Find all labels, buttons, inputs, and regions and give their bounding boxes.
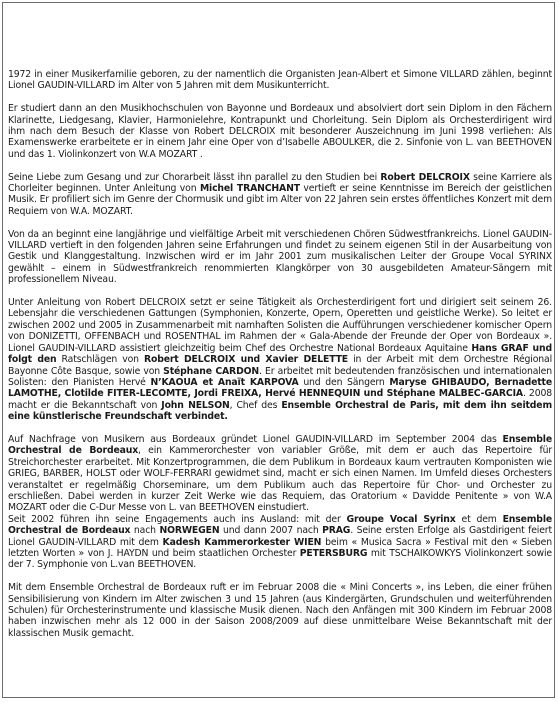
body-text: Mit dem Ensemble Orchestral de Bordeaux ruft er im Februar 2008 die « Mini Concerts », ins Leben, die einer frühen Sensibilisierung von Kindern im Alter zwischen 3 und 15 Jahren (aus Kindergärten, Grundschulen und weiterführenden Schulen) für Orchesterinstrumente und klassische Musik dienen. Nach den Anfängen mit 300 Kindern im Februar 2008 haben inzwischen mehr als 12 000 in der Saison 2008/2009 auf diese unmittelbare Weise Bekanntschaft mit der klassischen Musik gemacht.: [8, 582, 552, 639]
paragraph-p1: [8, 69, 552, 92]
bold-name-text: Michel TRANCHANT: [199, 183, 300, 195]
body-text: . Er arbeitet mit bedeutenden französischen und internationalen Solisten: den Pianisten Hervé: [8, 365, 552, 388]
paragraph-p7: [8, 514, 552, 571]
body-text: Von da an beginnt eine langjährige und vielfältige Arbeit mit verschiedenen Chören Südwestfrankreichs. Lionel GAUDIN-VILLARD vertieft in den folgenden Jahren seine Erfahrungen und findet zu seinem eigenen Stil in der Ausarbeitung von Gestik und Klanggestaltung. Inzwischen wird er im Jahr 2001 zum musikalischen Leiter der Groupe Vocal SYRINX gewählt – einem in Südwestfrankreich renommierten Klangkörper von 30 ausgebildeten Amateur-Sängern mit professionellem Niveau.: [8, 228, 552, 286]
bold-name-text: Ensemble Orchestral de Paris, mit dem ihn seitdem eine künstlerische Freundschaft verbindet.: [8, 399, 552, 423]
body-text: . Seine ersten Erfolge als Gastdirigent feiert Lionel GAUDIN-VILLARD mit dem: [8, 525, 552, 548]
body-text: Auf Nachfrage von Musikern aus Bordeaux gründet Lionel GAUDIN-VILLARD im September 2004 das: [8, 433, 503, 445]
bold-name-text: Stéphane CARDON: [163, 365, 260, 377]
bold-name-text: Maryse GHIBAUDO, Bernadette LAMOTHE, Clotilde FITER-LECOMTE, Jordi FREIXA, Hervé HENNEQUIN und Stéphane MALBEC-GARCIA: [8, 376, 552, 400]
paragraph-p3: [8, 172, 552, 218]
body-text: und dann 2007 nach: [219, 525, 323, 537]
paragraph-p6: [8, 434, 552, 514]
bold-name-text: N’KAOUA et Anaït KARPOVA: [150, 376, 299, 388]
bold-name-text: PETERSBURG: [299, 547, 368, 559]
body-text: in der Arbeit mit dem Orchestre Régional Bayonne Côte Basque, sowie von: [8, 354, 553, 377]
bold-name-text: NORWEGEN: [159, 525, 220, 537]
body-text: seine Karriere als Chorleiter beginnen. Unter Anleitung von: [8, 171, 552, 195]
document-frame: [2, 2, 555, 698]
body-text: vertieft er seine Kenntnisse im Bereich der geistlichen Musik. Er profiliert sich im Genre der Chormusik und gibt im Alter von 22 Jahren sein erstes öffentliches Konzert mit dem Requiem von W.A. MOZART.: [8, 183, 552, 217]
body-text: . 2008 macht er die Bekanntschaft von: [8, 388, 552, 411]
biography-text: [8, 69, 552, 651]
body-text: 1972 in einer Musikerfamilie geboren, zu der namentlich die Organisten Jean-Albert et Simone VILLARD zählen, beginnt Lionel GAUDIN-VILLARD im Alter von 5 Jahren mit dem Musikunterricht.: [8, 69, 552, 92]
paragraph-p8: [8, 582, 552, 639]
body-text: Seit 2002 führen ihn seine Engagements auch ins Ausland: mit der: [8, 513, 347, 525]
bold-name-text: Groupe Vocal Syrinx: [346, 513, 456, 525]
body-text: beim « Musica Sacra » Festival mit den « Sieben letzten Worten » von J. HAYDN und beim staatlichen Orchester: [8, 536, 552, 559]
paragraph-p4: [8, 229, 552, 286]
body-text: et dem: [455, 513, 503, 525]
paragraph-p5: [8, 297, 552, 422]
bold-name-text: Robert DELCROIX: [380, 171, 470, 183]
bold-name-text: Ensemble Orchestral de Bordeaux: [8, 433, 552, 457]
body-text: Unter Anleitung von Robert DELCROIX setzt er seine Tätigkeit als Orchesterdirigent fort und dirigiert seit seinem 26. Lebensjahr die verschiedenen Gattungen (Symphonien, Konzerte, Opern, Operetten und geistliche Werke). So leitet er zwischen 2002 und 2005 in Zusammenarbeit mit namhaften Solisten die Aufführungen verschiedener komischer Opern von DONIZETTI, OFFENBACH und ROSENTHAL im Rahmen der « Gala-Abende der Freunde der Oper von Bordeaux ». Lionel GAUDIN-VILLARD assistiert gleichzeitig beim Chef des Orchestre National Bordeaux Aquitaine: [8, 297, 552, 354]
bold-name-text: Hans GRAF und folgt den: [8, 342, 552, 366]
bold-name-text: PRAG: [322, 525, 351, 537]
bold-name-text: Ensemble Orchestral de Bordeaux: [8, 513, 553, 537]
body-text: mit TSCHAIKOWKYS Violinkonzert sowie der 7. Symphonie von L.van BEETHOVEN.: [8, 547, 552, 571]
body-text: , ein Kammerorchester von variabler Größe, mit dem er auch das Repertoire für Streichorchester erarbeitet. Mit Konzertprogrammen, die dem Publikum in Bordeaux kaum vertrauten Komponisten wie GRIEG, BARBER, HOLST oder WOLF-FERRARI gewidmet sind, macht er sich einen Namen. Im Umfeld dieses Orchesters veranstaltet er regelmäßig Chorseminare, um dem Publikum auch das Repertoire für Chor- und Orchester zu erschließen. Dabei werden in kurzer Zeit Werke wie das Requiem, das Oratorium « Davidde Penitente » von W.A MOZART oder die C-Dur Messe von L. van BEETHOVEN einstudiert.: [8, 445, 552, 514]
bold-name-text: Robert DELCROIX und Xavier DELETTE: [143, 354, 349, 366]
body-text: , Chef des: [229, 399, 282, 411]
body-text: Er studiert dann an den Musikhochschulen von Bayonne und Bordeaux und absolviert dort sein Diplom in den Fächern Klarinette, Liedgesang, Klavier, Harmonielehre, Kontrapunkt und Chorleitung. Sein Diplom als Orchesterdirigent wird ihm nach dem Besuch der Klasse von Robert DELCROIX mit besonderer Auszeichnung im Juni 1998 verliehen: Als Examenswerke erarbeitete er in einem Jahr eine Oper von d’Isabelle ABOULKER, die 2. Sinfonie von L. van BEETHOVEN und das 1. Violinkonzert von W.A MOZART .: [8, 103, 552, 160]
bold-name-text: John NELSON: [161, 399, 230, 411]
paragraph-p2: [8, 103, 552, 160]
body-text: Ratschlägen von: [56, 354, 144, 366]
body-text: Seine Liebe zum Gesang und zur Chorarbeit lässt ihn parallel zu den Studien bei: [8, 171, 381, 183]
body-text: und den Sängern: [298, 376, 390, 388]
bold-name-text: Kadesh Kammerorkester WIEN: [162, 536, 322, 548]
body-text: nach: [130, 525, 160, 537]
